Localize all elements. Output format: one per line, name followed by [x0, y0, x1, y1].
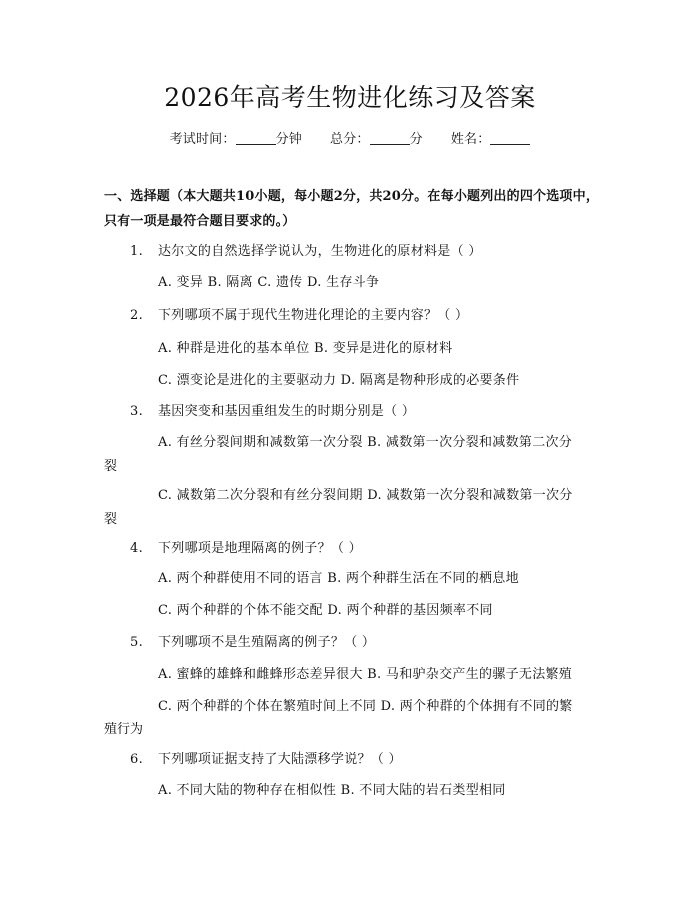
question-6-options-line1: A. 不同大陆的物种存在相似性 B. 不同大陆的岩石类型相同: [158, 783, 506, 798]
question-2-options-line1: A. 种群是进化的基本单位 B. 变异是进化的原材料: [158, 341, 453, 356]
question-5-options-line1: A. 蜜蜂的雄蜂和雌蜂形态差异很大 B. 马和驴杂交产生的骡子无法繁殖: [158, 667, 573, 682]
time-blank[interactable]: [236, 129, 276, 145]
question-number: 6.: [130, 752, 144, 767]
question-text: 下列哪项不是生殖隔离的例子？（ ）: [158, 635, 376, 650]
question-text: 下列哪项证据支持了大陆漂移学说？（ ）: [158, 752, 402, 767]
score-unit: 分: [409, 132, 423, 147]
time-unit: 分钟: [275, 132, 302, 147]
question-number: 5.: [130, 635, 144, 650]
question-3-options-line1-wrap: 裂: [104, 459, 118, 474]
question-1-options: A. 变异 B. 隔离 C. 遗传 D. 生存斗争: [158, 275, 380, 290]
question-6: [130, 748, 600, 772]
question-5-options-line2: C. 两个种群的个体在繁殖时间上不同 D. 两个种群的个体拥有不同的繁: [158, 699, 573, 714]
name-label: 姓名：: [450, 132, 491, 147]
question-text: 基因突变和基因重组发生的时期分别是（ ）: [158, 404, 416, 419]
name-blank[interactable]: [490, 129, 530, 145]
page-title: 2026年高考生物进化练习及答案: [164, 83, 536, 112]
time-label: 考试时间：: [169, 132, 236, 147]
question-5-options-line2-wrap: 殖行为: [104, 722, 144, 737]
question-text: 下列哪项是地理隔离的例子？（ ）: [158, 541, 362, 556]
question-number: 4.: [130, 541, 144, 556]
question-text: 下列哪项不属于现代生物进化理论的主要内容？（ ）: [158, 308, 469, 323]
question-number: 3.: [130, 404, 144, 419]
question-3-options-line1: A. 有丝分裂间期和减数第一次分裂 B. 减数第一次分裂和减数第二次分: [158, 435, 573, 450]
question-number: 1.: [130, 244, 144, 259]
question-4-options-line2: C. 两个种群的个体不能交配 D. 两个种群的基因频率不同: [158, 603, 493, 618]
score-blank[interactable]: [370, 129, 410, 145]
question-text: 达尔文的自然选择学说认为，生物进化的原材料是（ ）: [158, 244, 482, 259]
question-5: [130, 631, 600, 655]
question-2: [130, 304, 600, 328]
question-3: [130, 400, 600, 424]
exam-meta-line: [0, 128, 700, 152]
score-label: 总分：: [330, 132, 370, 147]
question-2-options-line2: C. 漂变论是进化的主要驱动力 D. 隔离是物种形成的必要条件: [158, 373, 520, 388]
question-4-options-line1: A. 两个种群使用不同的语言 B. 两个种群生活在不同的栖息地: [158, 571, 519, 586]
question-1: [130, 240, 600, 264]
question-4: [130, 537, 600, 561]
section-heading: 一、选择题（本大题共10小题，每小题2分，共20分。在每小题列出的四个选项中，只有一项是最符合题目要求的。）: [104, 189, 600, 229]
question-number: 2.: [130, 308, 144, 323]
question-3-options-line2: C. 减数第二次分裂和有丝分裂间期 D. 减数第一次分裂和减数第一次分: [158, 488, 573, 503]
question-3-options-line2-wrap: 裂: [104, 512, 118, 527]
